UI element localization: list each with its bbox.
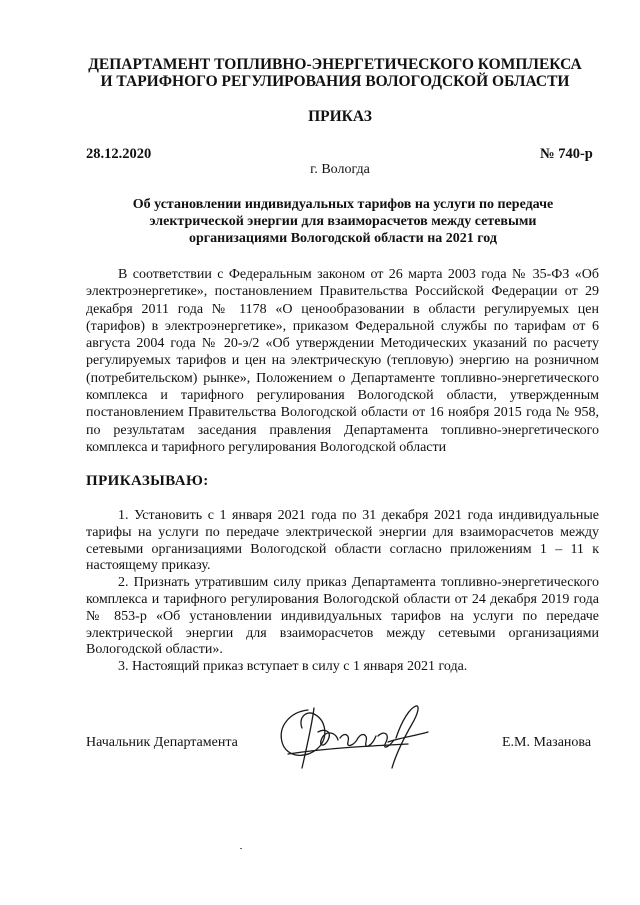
signatory-name: Е.М. Мазанова [502, 735, 592, 750]
order-date: 28.12.2020 [86, 146, 152, 162]
subject-line-2: электрической энергии для взаиморасчетов между сетевыми [149, 214, 537, 229]
preamble-paragraph: В соответствии с Федеральным законом от 26 марта 2003 года № 35-ФЗ «Об электроэнергетике», постановлением Правительства Российской Федерации от 29 декабря 2011 года № 1178 «О ценообразовании в области регулируемых цен (тарифов) в электроэнергетике», приказом Федеральной службы по тарифам от 6 августа 2004 года № 20-э/2 «Об утверждении Методических указаний по расчету регулируемых тарифов и цен на электрическую (тепловую) энергию на розничном (потребительском) рынке», Положением о Департаменте топливно-энергетического комплекса и тарифного регулирования Вологодской области, утвержденным постановлением Правительства Вологодской области от 16 ноября 2015 года № 958, по результатам заседания правления Департамента топливно-энергетического комплекса и тарифного регулирования Вологодской области [86, 267, 599, 455]
handwritten-signature [268, 702, 438, 774]
order-items [86, 508, 599, 676]
order-title: ПРИКАЗ [308, 108, 372, 125]
order-city: г. Вологда [310, 162, 370, 177]
order-item: 1. Установить с 1 января 2021 года по 31 декабря 2021 года индивидуальные тарифы на услуги по передаче электрической энергии для взаиморасчетов между сетевыми организациями Вологодской области согласно приложениям 1 – 11 к настоящему приказу. [86, 508, 599, 574]
order-number: № 740-р [540, 146, 593, 162]
subject-line-3: организациями Вологодской области на 2021 год [189, 231, 497, 246]
order-directive-word: ПРИКАЗЫВАЮ: [86, 473, 209, 489]
order-subject [108, 196, 578, 247]
header-line-2: И ТАРИФНОГО РЕГУЛИРОВАНИЯ ВОЛОГОДСКОЙ ОБЛАСТИ [100, 73, 570, 90]
order-item: 2. Признать утратившим силу приказ Департамента топливно-энергетического комплекса и тарифного регулирования Вологодской области от 24 декабря 2019 года № 853-р «Об установлении индивидуальных тарифов на услуги по передаче электрической энергии для взаиморасчетов между сетевыми организациями Вологодской области». [86, 575, 599, 658]
scan-speck [240, 848, 242, 849]
signatory-position: Начальник Департамента [86, 735, 238, 750]
header-line-1: ДЕПАРТАМЕНТ ТОПЛИВНО-ЭНЕРГЕТИЧЕСКОГО КОМПЛЕКСА [88, 56, 582, 73]
department-header [60, 56, 610, 90]
subject-line-1: Об установлении индивидуальных тарифов на услуги по передаче [132, 197, 554, 212]
order-item: 3. Настоящий приказ вступает в силу с 1 января 2021 года. [118, 659, 468, 675]
